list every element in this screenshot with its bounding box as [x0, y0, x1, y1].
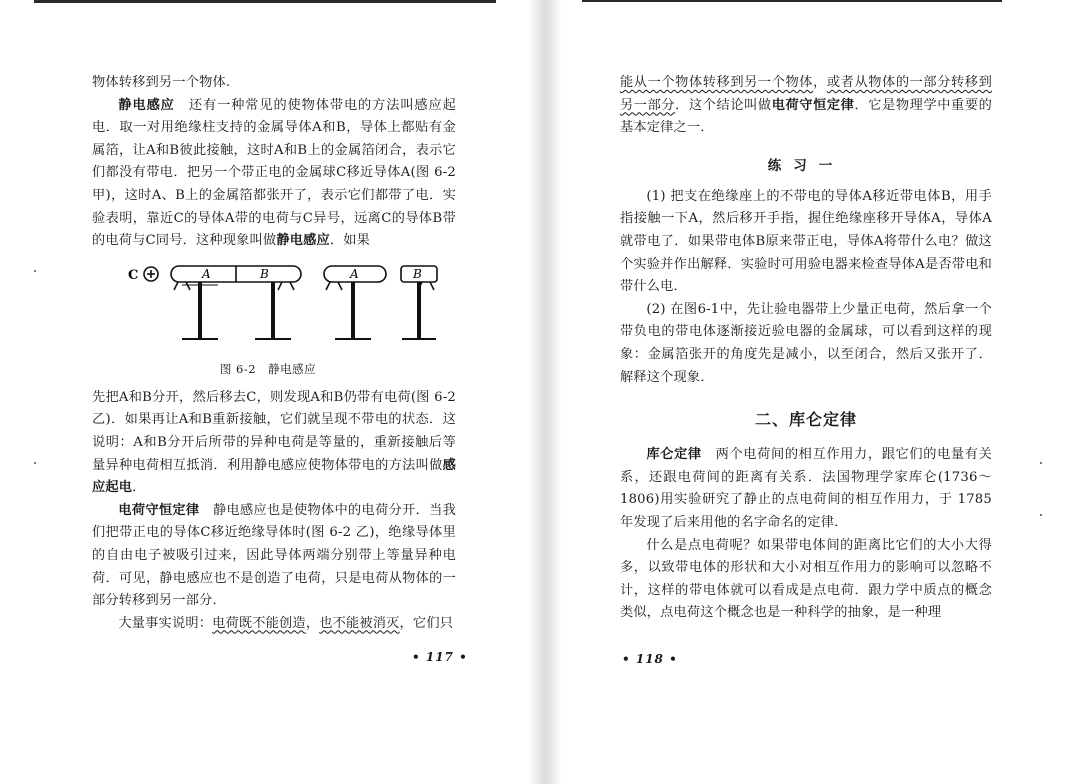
induction-diagram	[110, 261, 440, 353]
exercise-item-2: (2) 在图6-1中，先让验电器带上少量正电荷，然后拿一个带负电的带电体逐渐接近验电器的金属球，可以看到这样的现象：金属箔张开的角度先是减小，以至闭合，然后又张开了．解释这个现象．	[620, 301, 992, 385]
paragraph-text: ．这个结论叫做	[675, 97, 772, 113]
paragraph-facts	[92, 613, 456, 636]
paragraph-electrostatic-induction	[92, 95, 456, 253]
separator: ，	[305, 615, 320, 631]
term-electrostatic-induction-2: 静电感应	[276, 233, 330, 249]
top-rule-right	[582, 0, 1002, 2]
wavy-phrase-2: 或者从物体的一部分转移到另一部分	[620, 75, 992, 113]
label-a-separated: A	[350, 266, 359, 281]
figure-6-2	[92, 261, 456, 357]
exercise-item-1: (1) 把支在绝缘座上的不带电的导体A移近带电体B，用手指接触一下A，然后移开手指，握住绝缘座移开导体A，导体A就带电了．如果带电体B原来带正电，导体A将带什么电？做这个实验并作出解释．实验时可用验电器来检查导体A是否带电和带什么电．	[620, 188, 992, 295]
paragraph-tail: ．它是物理学中重要的基本定律之一．	[620, 97, 992, 136]
section-title: 二、库仑定律	[754, 410, 857, 430]
label-b-separated: B	[413, 266, 422, 281]
page-number-right: • 118 •	[622, 652, 678, 666]
paragraph-conservation-continued	[620, 72, 992, 140]
term-charge-conservation-law: 电荷守恒定律	[771, 97, 855, 113]
figure-caption	[92, 361, 456, 377]
scan-speck	[34, 462, 36, 464]
label-c: C	[128, 267, 139, 283]
paragraph-tail: ．如果	[329, 233, 371, 249]
paragraph-conservation	[92, 500, 456, 613]
label-a: A	[202, 266, 211, 281]
wavy-phrase-1: 电荷既不能创造	[212, 615, 306, 631]
top-rule-left	[34, 0, 496, 3]
page-number-left: • 117 •	[412, 650, 468, 664]
term-charge-conservation: 电荷守恒定律	[118, 502, 200, 518]
paragraph-text: 两个电荷间的相互作用力，跟它们的电量有关系，还跟电荷间的距离有关系．法国物理学家库仑(1736～1806)用实验研究了静止的点电荷间的相互作用力，于 1785 年发现了后来用他的名字命名的定律．	[620, 447, 992, 530]
book-spine	[528, 0, 562, 784]
exercise-heading: 练习一	[767, 157, 845, 174]
caption-number: 图 6-2	[219, 361, 257, 376]
paragraph-point-charge: 什么是点电荷呢？如果带电体间的距离比它们的大小大得多，以致带电体的形状和大小对相互作用力的影响可以忽略不计，这样的带电体就可以看成是点电荷．跟力学中质点的概念类似，点电荷这个概念也是一种科学的抽象，是一种理	[620, 537, 992, 621]
term-coulomb-law: 库仑定律	[646, 447, 702, 463]
separator: ，	[813, 75, 827, 90]
paragraph-separation	[92, 387, 456, 500]
wavy-phrase-2: 也不能被消灭	[319, 615, 400, 631]
term-electrostatic-induction: 静电感应	[118, 97, 175, 113]
paragraph-text: 静电感应也是使物体中的电荷分开．当我们把带正电的导体C移近绝缘导体时(图 6-2 乙)，绝缘导体里的自由电子被吸引过来，因此导体两端分别带上等量异种电荷．可见，静电感应也不是创造了电荷，只是电荷从物体的一部分转移到另一部分．	[92, 502, 457, 609]
left-page	[92, 72, 456, 635]
scan-speck	[1040, 462, 1042, 464]
label-b: B	[260, 266, 269, 281]
wavy-phrase-1: 能从一个物体转移到另一个物体	[620, 75, 814, 90]
caption-text: 静电感应	[268, 361, 317, 376]
scan-speck	[34, 270, 36, 272]
paragraph-text: 还有一种常见的使物体带电的方法叫感应起电．取一对用绝缘柱支持的金属导体A和B，导体上都贴有金属箔，让A和B彼此接触，这时A和B上的金属箔闭合，表示它们都没有带电．把另一个带正电的金属球C移近导体A(图 6-2 甲)，这时A、B上的金属箔都张开了，表示它们都带了电．实验表明，靠近C的导体A带的电荷与C异号，远离C的导体B带的电荷与C同号．这种现象叫做	[92, 97, 456, 249]
term-induction-charging: 感应起电	[92, 457, 456, 496]
right-page	[620, 72, 992, 625]
continued-line: 物体转移到另一个物体.	[92, 75, 231, 90]
paragraph-tail: ．	[132, 480, 146, 496]
paragraph-text: 先把A和B分开，然后移去C，则发现A和B仍带有电荷(图 6-2 乙)．如果再让A和B重新接触，它们就呈现不带电的状态．这说明：A和B分开后所带的异种电荷是等量的，重新接触后等量异种电荷相互抵消．利用静电感应使物体带电的方法叫做	[92, 389, 456, 473]
paragraph-text: 大量事实说明：	[118, 615, 213, 631]
scan-speck	[1040, 514, 1042, 516]
paragraph-coulomb-law	[620, 444, 992, 534]
paragraph-tail: ，它们只	[399, 615, 454, 631]
